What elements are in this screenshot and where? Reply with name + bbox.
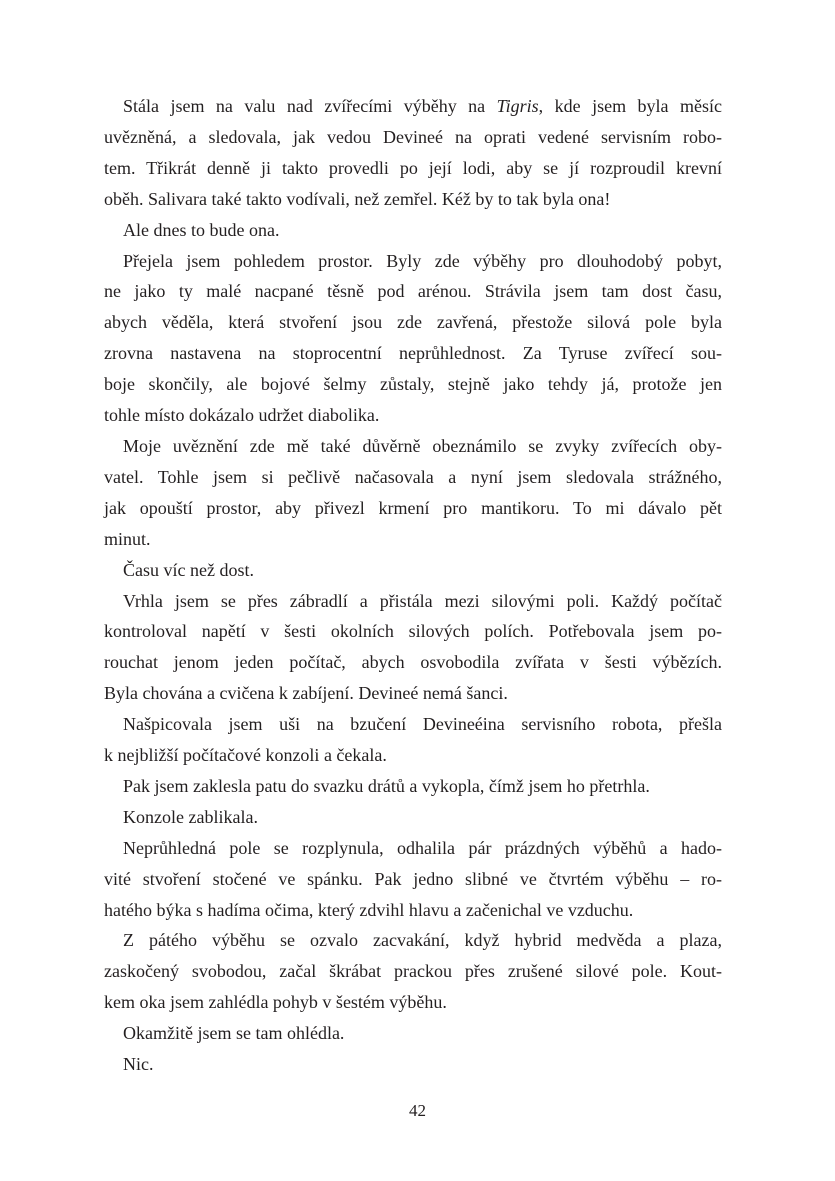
text-line: hatého býka s hadíma očima, který zdvihl hlavu a začenichal ve vzduchu. xyxy=(104,899,634,920)
text-line: oběh. Salivara také takto vodívali, než zemřel. Kéž by to tak byla ona! xyxy=(104,188,611,209)
ship-name: Tigris xyxy=(496,96,539,116)
page-number: 42 xyxy=(409,1101,426,1120)
text-line: zrovna nastavena na stoprocentní neprůhlednost. Za Tyruse zvířecí sou- xyxy=(104,343,722,364)
text-line: zaskočený svobodou, začal škrábat prackou přes zrušené silové pole. Kout- xyxy=(104,961,722,982)
paragraph xyxy=(104,555,722,586)
paragraph xyxy=(104,586,722,710)
text-line: Moje uvěznění zde mě také důvěrně obeznámilo se zvyky zvířecích oby- xyxy=(123,435,722,456)
text-line: Konzole zablikala. xyxy=(123,806,258,827)
text-line: boje skončily, ale bojové šelmy zůstaly, stejně jako tehdy já, protože jen xyxy=(104,374,722,395)
paragraph xyxy=(104,833,722,926)
text-line: Našpicovala jsem uši na bzučení Devineéina servisního robota, přešla xyxy=(123,714,722,735)
text-line: Pak jsem zaklesla patu do svazku drátů a vykopla, čímž jsem ho přetrhla. xyxy=(123,775,650,796)
text-line: Byla chována a cvičena k zabíjení. Devineé nemá šanci. xyxy=(104,683,508,704)
paragraph xyxy=(104,925,722,1018)
text-line: kem oka jsem zahlédla pohyb v šestém výběhu. xyxy=(104,992,447,1013)
body-text xyxy=(104,91,722,1080)
text-line: kontroloval napětí v šesti okolních silových polích. Potřebovala jsem po- xyxy=(104,621,722,642)
text-line: Přejela jsem pohledem prostor. Byly zde výběhy pro dlouhodobý pobyt, xyxy=(123,250,722,271)
paragraph xyxy=(104,246,722,431)
text-line: abych věděla, která stvoření jsou zde zavřená, přestože silová pole byla xyxy=(104,312,722,333)
text-line: Z pátého výběhu se ozvalo zacvakání, když hybrid medvěda a plaza, xyxy=(123,930,722,951)
text-line: rouchat jenom jeden počítač, abych osvobodila zvířata v šesti výbězích. xyxy=(104,652,722,673)
text-line: tohle místo dokázalo udržet diabolika. xyxy=(104,405,380,426)
text-line: uvězněná, a sledovala, jak vedou Devineé na oprati vedené servisním robo- xyxy=(104,126,722,147)
text-line: vatel. Tohle jsem si pečlivě načasovala a nyní jsem sledovala strážného, xyxy=(104,466,722,487)
text-line: Času víc než dost. xyxy=(123,559,254,580)
paragraph xyxy=(104,431,722,555)
text-line: Neprůhledná pole se rozplynula, odhalila pár prázdných výběhů a hado- xyxy=(123,837,722,858)
text-line: Okamžitě jsem se tam ohlédla. xyxy=(123,1023,345,1044)
text-line: Stála jsem na valu nad zvířecími výběhy na Tigris, kde jsem byla měsíc xyxy=(123,96,722,116)
paragraph xyxy=(104,1049,722,1080)
text-line: Ale dnes to bude ona. xyxy=(123,219,280,240)
text-line: Nic. xyxy=(123,1054,154,1075)
text-line: k nejbližší počítačové konzoli a čekala. xyxy=(104,745,387,766)
text-line: ne jako ty malé nacpané těsně pod arénou. Strávila jsem tam dost času, xyxy=(104,281,722,302)
paragraph xyxy=(104,1018,722,1049)
paragraph xyxy=(104,771,722,802)
paragraph xyxy=(104,709,722,771)
text-line: Vrhla jsem se přes zábradlí a přistála mezi silovými poli. Každý počítač xyxy=(123,590,722,611)
text-line: jak opouští prostor, aby přivezl krmení pro mantikoru. To mi dávalo pět xyxy=(104,497,722,518)
paragraph xyxy=(104,91,722,215)
paragraph xyxy=(104,215,722,246)
paragraph xyxy=(104,802,722,833)
text-line: tem. Třikrát denně ji takto provedli po její lodi, aby se jí rozproudil krevní xyxy=(104,157,722,178)
text-line: vité stvoření stočené ve spánku. Pak jedno slibné ve čtvrtém výběhu – ro- xyxy=(104,868,722,889)
text-line: minut. xyxy=(104,528,151,549)
